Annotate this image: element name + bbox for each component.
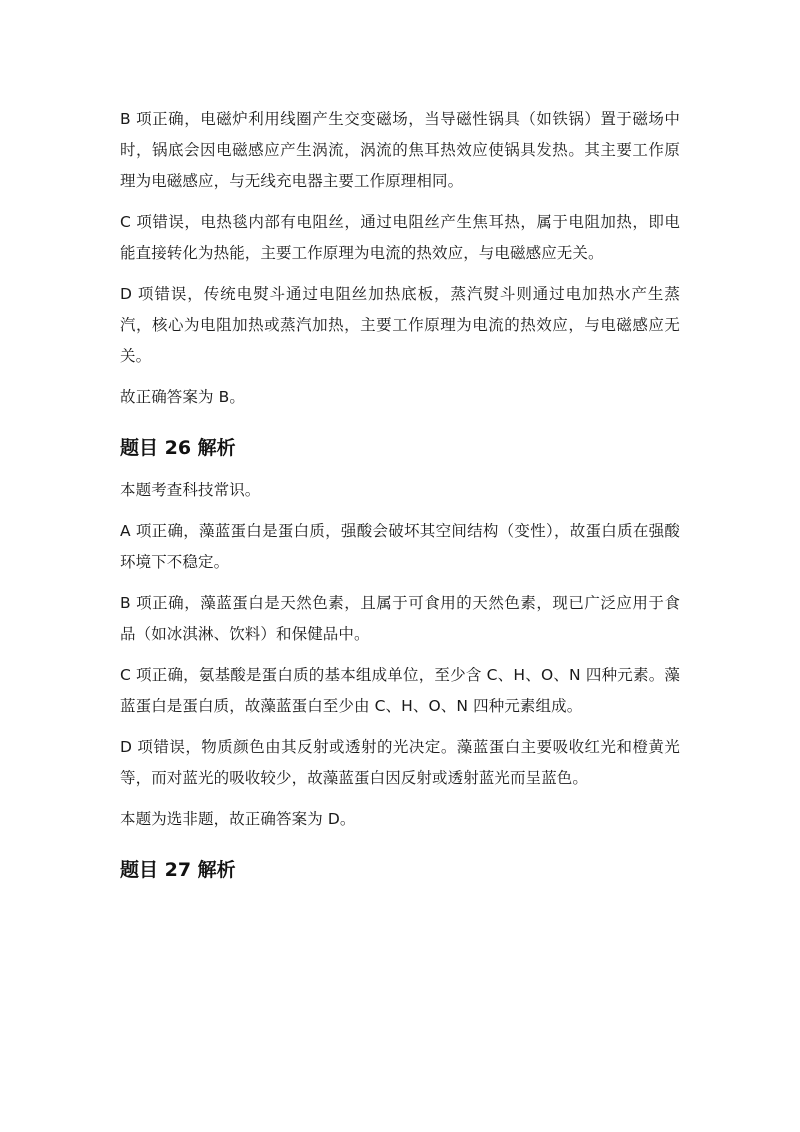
section-heading-26: 题目 26 解析 — [120, 437, 236, 459]
paragraph: D 项错误，物质颜色由其反射或透射的光决定。藻蓝蛋白主要吸收红光和橙黄光等，而对蓝光的吸收较少，故藻蓝蛋白因反射或透射蓝光而呈蓝色。 — [120, 738, 680, 787]
paragraph: 本题考查科技常识。 — [120, 481, 261, 499]
answer-paragraph: 故正确答案为 B。 — [120, 388, 245, 406]
paragraph: A 项正确，藻蓝蛋白是蛋白质，强酸会破坏其空间结构（变性），故蛋白质在强酸环境下不稳定。 — [120, 522, 680, 571]
paragraph: D 项错误，传统电熨斗通过电阻丝加热底板，蒸汽熨斗则通过电加热水产生蒸汽，核心为电阻加热或蒸汽加热，主要工作原理为电流的热效应，与电磁感应无关。 — [120, 285, 680, 365]
paragraph: B 项正确，电磁炉利用线圈产生交变磁场，当导磁性锅具（如铁锅）置于磁场中时，锅底会因电磁感应产生涡流，涡流的焦耳热效应使锅具发热。其主要工作原理为电磁感应，与无线充电器主要工作原理相同。 — [120, 110, 680, 190]
section-heading-27: 题目 27 解析 — [120, 859, 236, 881]
document-content — [120, 104, 680, 897]
paragraph: C 项错误，电热毯内部有电阻丝，通过电阻丝产生焦耳热，属于电阻加热，即电能直接转化为热能，主要工作原理为电流的热效应，与电磁感应无关。 — [120, 213, 680, 262]
paragraph: B 项正确，藻蓝蛋白是天然色素，且属于可食用的天然色素，现已广泛应用于食品（如冰淇淋、饮料）和保健品中。 — [120, 594, 680, 643]
paragraph: C 项正确，氨基酸是蛋白质的基本组成单位，至少含 C、H、O、N 四种元素。藻蓝蛋白是蛋白质，故藻蓝蛋白至少由 C、H、O、N 四种元素组成。 — [120, 666, 680, 715]
answer-paragraph: 本题为选非题，故正确答案为 D。 — [120, 810, 356, 828]
